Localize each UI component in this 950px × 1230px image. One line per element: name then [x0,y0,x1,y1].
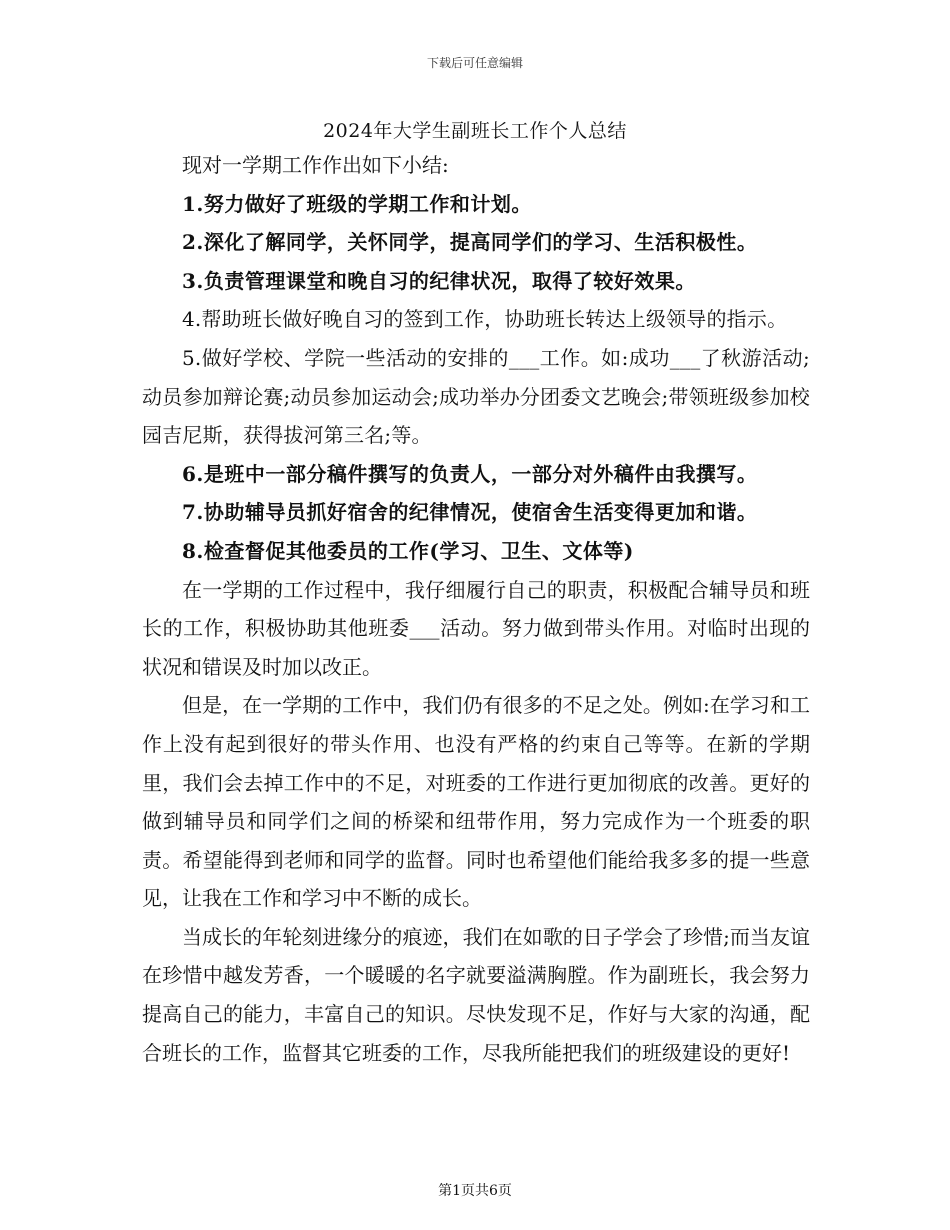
body-paragraph: 但是，在一学期的工作中，我们仍有很多的不足之处。例如:在学习和工作上没有起到很好的带头作用、也没有严格的约束自己等等。在新的学期里，我们会去掉工作中的不足，对班委的工作进行更加彻底的改善。更好的做到辅导员和同学们之间的桥梁和纽带作用，努力完成作为一个班委的职责。希望能得到老师和同学的监督。同时也希望他们能给我多多的提一些意见，让我在工作和学习中不断的成长。 [142,693,810,911]
list-item: 6.是班中一部分稿件撰写的负责人，一部分对外稿件由我撰写。 [182,461,758,486]
intro-paragraph: 现对一学期工作作出如下小结: [182,153,449,177]
list-item: 5.做好学校、学院一些活动的安排的___工作。如:成功___了秋游活动;动员参加辩论赛;动员参加运动会;成功举办分团委文艺晚会;带领班级参加校园吉尼斯，获得拔河第三名;等。 [142,345,810,448]
list-item: 7.协助辅导员抓好宿舍的纪律情况，使宿舍生活变得更加和谐。 [182,500,758,525]
body-paragraph: 在一学期的工作过程中，我仔细履行自己的职责，积极配合辅导员和班长的工作，积极协助其他班委___活动。努力做到带头作用。对临时出现的状况和错误及时加以改正。 [142,577,810,679]
document-body [142,146,810,1072]
header-note: 下载后可任意编辑 [426,56,523,70]
page-number: 第1页共6页 [438,1183,512,1199]
list-item: 8.检查督促其他委员的工作(学习、卫生、文体等) [182,538,634,563]
list-item: 4.帮助班长做好晚自习的签到工作，协助班长转达上级领导的指示。 [182,307,788,332]
document-title: 2024年大学生副班长工作个人总结 [323,120,627,142]
list-item: 1.努力做好了班级的学期工作和计划。 [182,191,532,216]
body-paragraph: 当成长的年轮刻进缘分的痕迹，我们在如歌的日子学会了珍惜;而当友谊在珍惜中越发芳香，一个暖暖的名字就要溢满胸膛。作为副班长，我会努力提高自己的能力，丰富自己的知识。尽快发现不足，作好与大家的沟通，配合班长的工作，监督其它班委的工作，尽我所能把我们的班级建设的更好! [142,924,810,1065]
list-item: 2.深化了解同学，关怀同学，提高同学们的学习、生活积极性。 [182,230,758,255]
list-item: 3.负责管理课堂和晚自习的纪律状况，取得了较好效果。 [182,268,696,293]
